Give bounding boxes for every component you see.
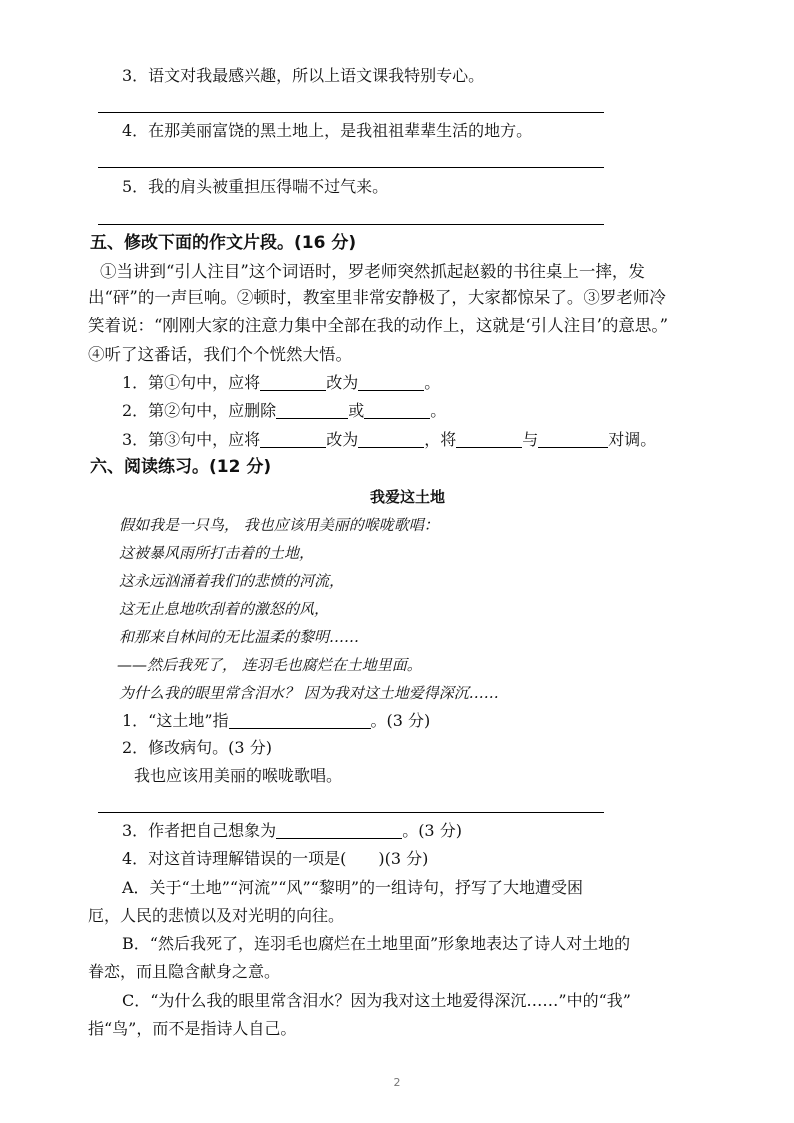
fill-blank[interactable] xyxy=(276,822,402,839)
sec5-para-line: ④听了这番话，我们个个恍然大悟。 xyxy=(88,345,352,364)
q4-item-5: 5．我的肩头被重担压得喘不过气来。 xyxy=(122,177,389,196)
poem-title: 我爱这土地 xyxy=(370,488,446,506)
poem-line: 和那来自林间的无比温柔的黎明…… xyxy=(119,628,360,646)
answer-line xyxy=(98,812,604,813)
sec5-para-line: ①当讲到“引人注目”这个词语时，罗老师突然抓起赵毅的书往桌上一摔，发 xyxy=(100,262,645,281)
sec5-q1: 1．第①句中，应将 改为 。 xyxy=(122,373,441,392)
poem-line: 这永远汹涌着我们的悲愤的河流， xyxy=(119,572,345,590)
fill-blank[interactable] xyxy=(358,374,424,391)
section-5-heading: 五、修改下面的作文片段。(16 分) xyxy=(90,233,357,253)
poem-line: 这无止息地吹刮着的激怒的风， xyxy=(119,600,330,618)
poem-line: ——然后我死了， 连羽毛也腐烂在土地里面。 xyxy=(117,656,422,674)
option-c-line: C．“为什么我的眼里常含泪水？因为我对这土地爱得深沉……”中的“我” xyxy=(122,991,631,1010)
sick-sentence: 我也应该用美丽的喉咙歌唱。 xyxy=(134,766,343,785)
section-6-heading: 六、阅读练习。(12 分) xyxy=(90,457,272,477)
poem-line: 假如我是一只鸟， 我也应该用美丽的喉咙歌唱： xyxy=(119,516,439,534)
sec5-q2: 2．第②句中，应删除 或 。 xyxy=(122,401,447,420)
option-b-line: 眷恋，而且隐含献身之意。 xyxy=(88,962,281,981)
option-b-line: B．“然后我死了，连羽毛也腐烂在土地里面”形象地表达了诗人对土地的 xyxy=(122,934,631,953)
fill-blank[interactable] xyxy=(229,712,371,729)
q4-item-3: 3．语文对我最感兴趣，所以上语文课我特别专心。 xyxy=(122,66,485,85)
fill-blank[interactable] xyxy=(276,402,348,419)
sec6-q3: 3．作者把自己想象为 。(3 分) xyxy=(122,821,462,840)
sec6-q4: 4．对这首诗理解错误的一项是( )(3 分) xyxy=(122,849,429,868)
poem-line: 为什么我的眼里常含泪水？ 因为我对这土地爱得深沉…… xyxy=(119,684,499,702)
sec5-para-line: 出“砰”的一声巨响。②顿时，教室里非常安静极了，大家都惊呆了。③罗老师冷 xyxy=(88,288,666,307)
fill-blank[interactable] xyxy=(364,402,430,419)
answer-line xyxy=(98,224,604,225)
poem-line: 这被暴风雨所打击着的土地， xyxy=(119,544,315,562)
option-a-line: 厄，人民的悲愤以及对光明的向往。 xyxy=(88,906,345,925)
option-a-line: A．关于“土地”“河流”“风”“黎明”的一组诗句，抒写了大地遭受困 xyxy=(122,878,583,897)
q4-item-4: 4．在那美丽富饶的黑土地上，是我祖祖辈辈生活的地方。 xyxy=(122,121,533,140)
fill-blank[interactable] xyxy=(456,431,522,448)
sec5-q3: 3．第③句中，应将 改为 ，将 与 对调。 xyxy=(122,430,657,449)
fill-blank[interactable] xyxy=(260,431,326,448)
sec6-q1: 1．“这土地”指 。(3 分) xyxy=(122,711,431,730)
sec5-para-line: 笑着说：“刚刚大家的注意力集中全部在我的动作上，这就是‘引人注目’的意思。” xyxy=(88,316,669,335)
fill-blank[interactable] xyxy=(260,374,326,391)
sec6-q2: 2．修改病句。(3 分) xyxy=(122,738,272,757)
page-number: 2 xyxy=(393,1076,401,1089)
option-c-line: 指“鸟”，而不是指诗人自己。 xyxy=(88,1019,297,1038)
fill-blank[interactable] xyxy=(538,431,608,448)
answer-line xyxy=(98,167,604,168)
answer-line xyxy=(98,112,604,113)
fill-blank[interactable] xyxy=(358,431,424,448)
